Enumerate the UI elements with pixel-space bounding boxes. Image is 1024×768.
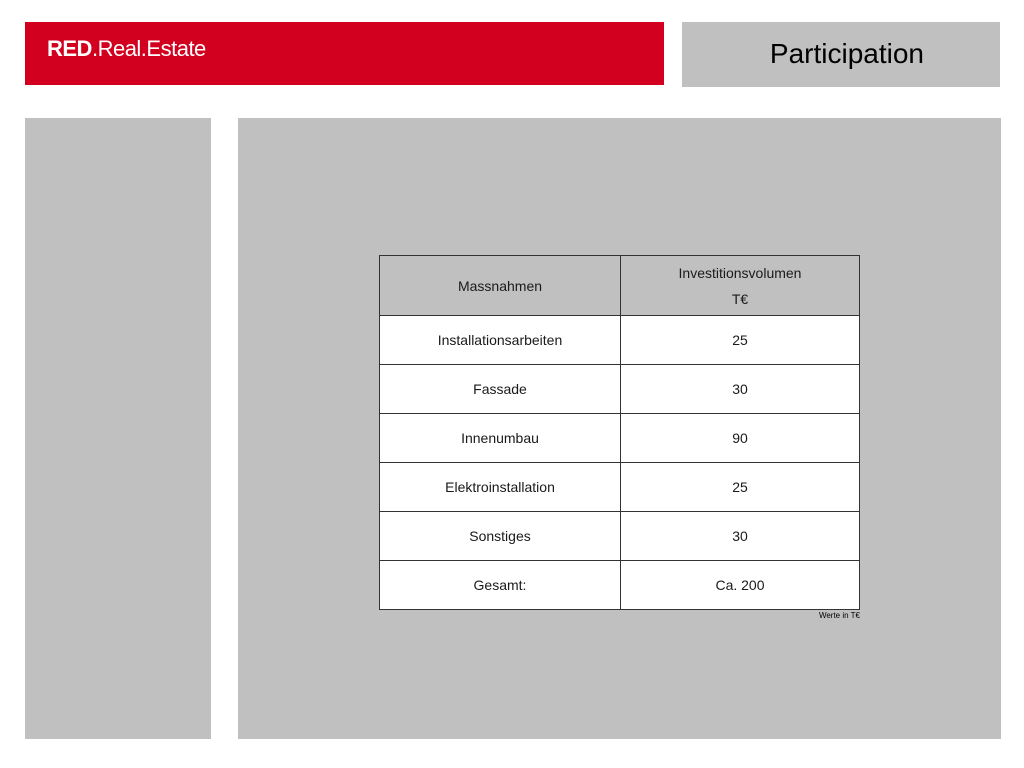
table-row: [380, 512, 860, 561]
value-cell: 25: [621, 463, 860, 512]
total-label-cell: Gesamt:: [380, 561, 621, 610]
brand-logo-bold: RED: [47, 36, 92, 61]
table-row-total: [380, 561, 860, 610]
measure-cell: Installationsarbeiten: [380, 316, 621, 365]
table-row: [380, 463, 860, 512]
table-header-row: [380, 256, 860, 316]
investment-table: [379, 255, 860, 610]
header-volume-unit: T€: [731, 290, 749, 307]
table-row: [380, 316, 860, 365]
measure-cell: Fassade: [380, 365, 621, 414]
header-volume-label: Investitionsvolumen: [678, 264, 802, 281]
brand-bar: [25, 22, 664, 85]
brand-logo: [47, 36, 206, 62]
header-measures: Massnahmen: [380, 256, 621, 316]
value-cell: 90: [621, 414, 860, 463]
value-cell: 25: [621, 316, 860, 365]
header-volume: [621, 256, 860, 316]
value-cell: 30: [621, 512, 860, 561]
measure-cell: Innenumbau: [380, 414, 621, 463]
side-panel: [25, 118, 211, 739]
table-row: [380, 414, 860, 463]
total-value-cell: Ca. 200: [621, 561, 860, 610]
measure-cell: Elektroinstallation: [380, 463, 621, 512]
page-title-box: [682, 22, 1000, 87]
page-title: Participation: [769, 38, 924, 69]
brand-logo-rest: .Real.Estate: [91, 36, 206, 61]
footnote: Werte in T€: [818, 611, 860, 620]
measure-cell: Sonstiges: [380, 512, 621, 561]
table-row: [380, 365, 860, 414]
value-cell: 30: [621, 365, 860, 414]
